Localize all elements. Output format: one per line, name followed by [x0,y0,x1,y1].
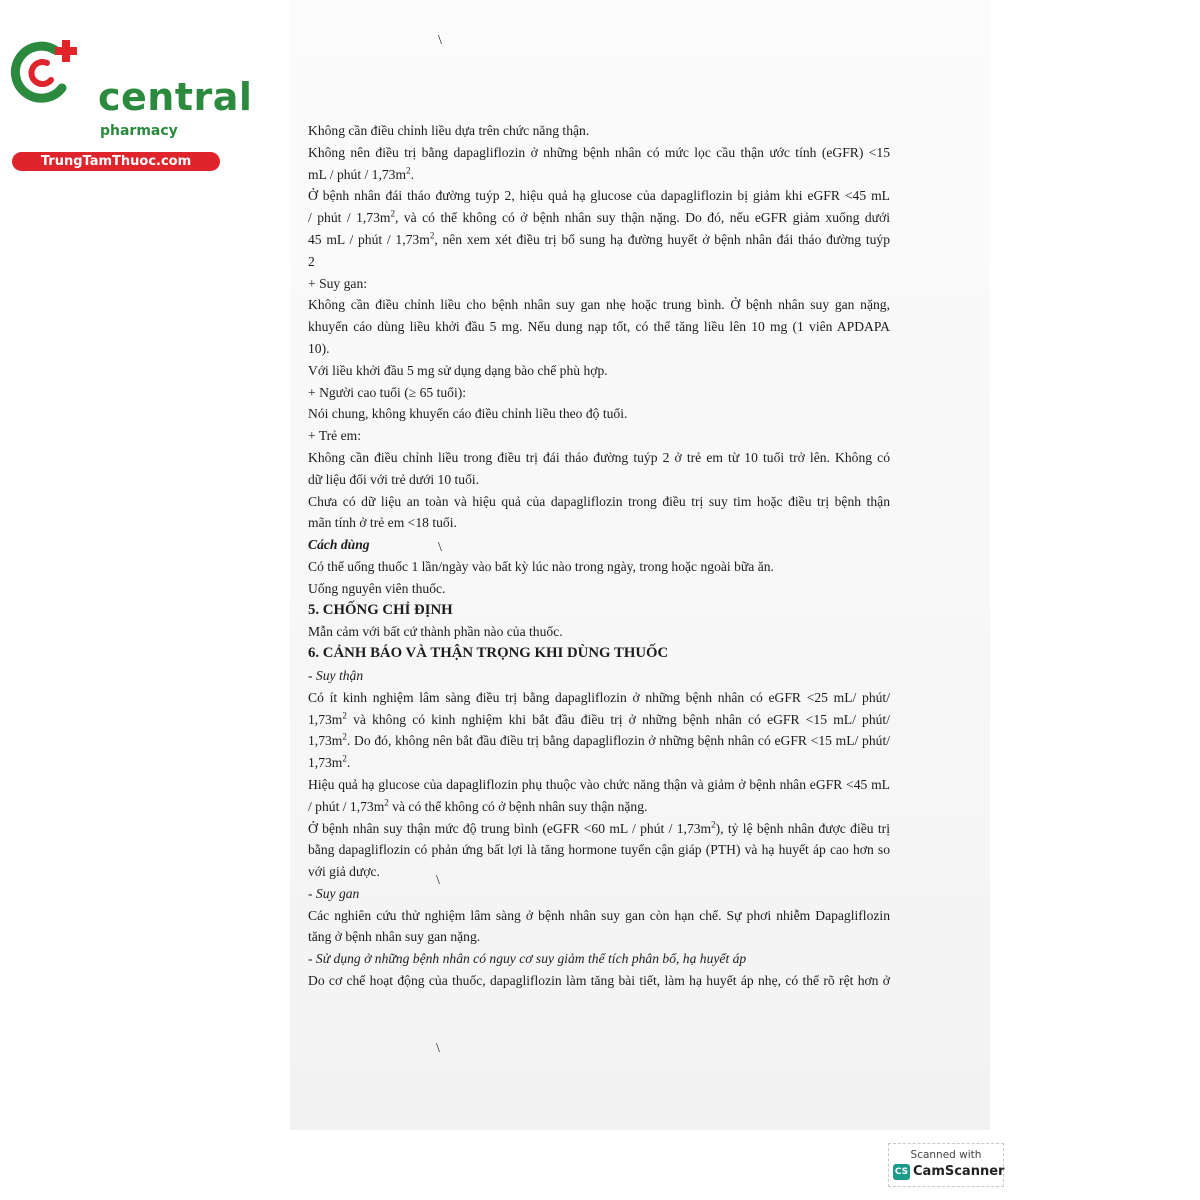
text-line: $1,73m^2$. Do đó, không nên bắt đầu điều trị bằng dapagliflozin ở những bệnh nhân có eGFR <15 mL/ phút/ [308,731,890,749]
scan-mark: \ [436,1041,440,1056]
text-line: Không nên điều trị bằng dapagliflozin ở những bệnh nhân có mức lọc cầu thận ước tính (eGFR) <15 [308,144,890,160]
camscanner-name: CamScanner [913,1164,1005,1179]
website-banner: TrungTamThuoc.com [12,152,220,171]
heading-warnings: 6. CẢNH BÁO VÀ THẬN TRỌNG KHI DÙNG THUỐC [308,645,669,662]
section-label-children: + Trẻ em: [308,428,361,444]
text-line: Hiệu quả hạ glucose của dapagliflozin phụ thuộc vào chức năng thận và giảm ở bệnh nhân eGFR <45 mL [308,776,890,792]
text-line: dữ liệu đối với trẻ dưới 10 tuổi. [308,471,480,487]
pharmacy-cross-icon [10,36,80,106]
brand-name: central [98,75,253,119]
text-line: tăng ở bệnh nhân suy gan nặng. [308,929,481,945]
subheading-volume-depletion: - Sử dụng ở những bệnh nhân có nguy cơ suy giảm thể tích phân bố, hạ huyết áp [308,951,747,967]
heading-contraindications: 5. CHỐNG CHỈ ĐỊNH [308,601,453,618]
text-line: Ở bệnh nhân suy thận mức độ trung bình (eGFR <60 mL / phút / $1,73m^2$), tỷ lệ bệnh nhân được điều trị [308,818,890,836]
text-line: Không cần điều chỉnh liều trong điều trị đái tháo đường tuýp 2 ở trẻ em từ 10 tuổi trở lên. Không có [308,449,890,465]
text-line: với giả dược. [308,864,380,880]
text-line: Có ít kinh nghiệm lâm sàng điều trị bằng dapagliflozin ở những bệnh nhân có eGFR <25 mL/ phút/ [308,689,890,705]
text-line: $1,73m^2$. [308,753,351,771]
document-body [308,120,890,992]
text-line: / phút / $1,73m^2$, và có thể không có ở bệnh nhân suy thận nặng. Do đó, nếu eGFR giảm xuống dưới [308,208,890,226]
text-line: 2 [308,253,315,269]
text-line: Do cơ chế hoạt động của thuốc, dapagliflozin làm tăng bài tiết, làm hạ huyết áp nhẹ, có thể rõ rệt hơn ở [308,973,890,989]
text-line: 10). [308,340,330,356]
text-line: Có thể uống thuốc 1 lần/ngày vào bất kỳ lúc nào trong ngày, trong hoặc ngoài bữa ăn. [308,558,774,574]
text-line: mãn tính ở trẻ em <18 tuổi. [308,515,457,531]
scan-mark: \ [438,33,442,48]
section-label-elderly: + Người cao tuổi (≥ 65 tuổi): [308,384,467,400]
central-pharmacy-logo [10,36,253,169]
text-line: Các nghiên cứu thử nghiệm lâm sàng ở bệnh nhân suy gan còn hạn chế. Sự phơi nhiễm Dapagliflozin [308,907,890,923]
text-line: Uống nguyên viên thuốc. [308,580,446,596]
text-line: Không cần điều chỉnh liều cho bệnh nhân suy gan nhẹ hoặc trung bình. Ở bệnh nhân suy gan nặng, [308,297,890,313]
text-line: 45 mL / phút / $1,73m^2$, nên xem xét điều trị bổ sung hạ đường huyết ở bệnh nhân đái tháo đường tuýp [308,230,890,247]
text-line: Ở bệnh nhân đái tháo đường tuýp 2, hiệu quả hạ glucose của dapagliflozin bị giảm khi eGFR <45 mL [308,188,890,204]
subheading-renal: - Suy thận [308,667,364,683]
text-line: mL / phút / $1,73m^2$. [308,165,414,182]
scan-mark: \ [438,540,442,555]
text-line: / phút / $1,73m^2$ và có thể không có ở bệnh nhân suy thận nặng. [308,797,648,814]
scanned-with-caption: Scanned with [910,1149,982,1161]
text-line: Với liều khởi đầu 5 mg sử dụng dạng bào chế phù hợp. [308,362,608,378]
subheading-usage: Cách dùng [308,537,370,553]
text-line: khuyến cáo dùng liều khởi đầu 5 mg. Nếu dung nạp tốt, có thể tăng liều lên 10 mg (1 viên APDAPA [308,319,890,335]
subheading-hepatic: - Suy gan [308,885,360,901]
camscanner-icon: CS [893,1164,910,1180]
text-line: Không cần điều chỉnh liều dựa trên chức năng thận. [308,123,590,138]
text-line: Chưa có dữ liệu an toàn và hiệu quả của dapagliflozin trong điều trị suy tim hoặc điều trị bệnh thận [308,493,890,509]
text-line: bằng dapagliflozin có phản ứng bất lợi là tăng hormone tuyến cận giáp (PTH) và hạ huyết áp cao hơn so [308,842,890,858]
scan-mark: \ [436,873,440,888]
camscanner-badge [888,1143,1004,1187]
text-line: Mẫn cảm với bất cứ thành phần nào của thuốc. [308,624,563,640]
text-line: $1,73m^2$ và không có kinh nghiệm khi bắt đầu điều trị ở những bệnh nhân có eGFR <15 mL/ phút/ [308,709,890,727]
text-line: Nói chung, không khuyến cáo điều chỉnh liều theo độ tuổi. [308,406,628,422]
brand-subtitle: pharmacy [100,123,178,139]
section-label-liver: + Suy gan: [308,275,368,291]
